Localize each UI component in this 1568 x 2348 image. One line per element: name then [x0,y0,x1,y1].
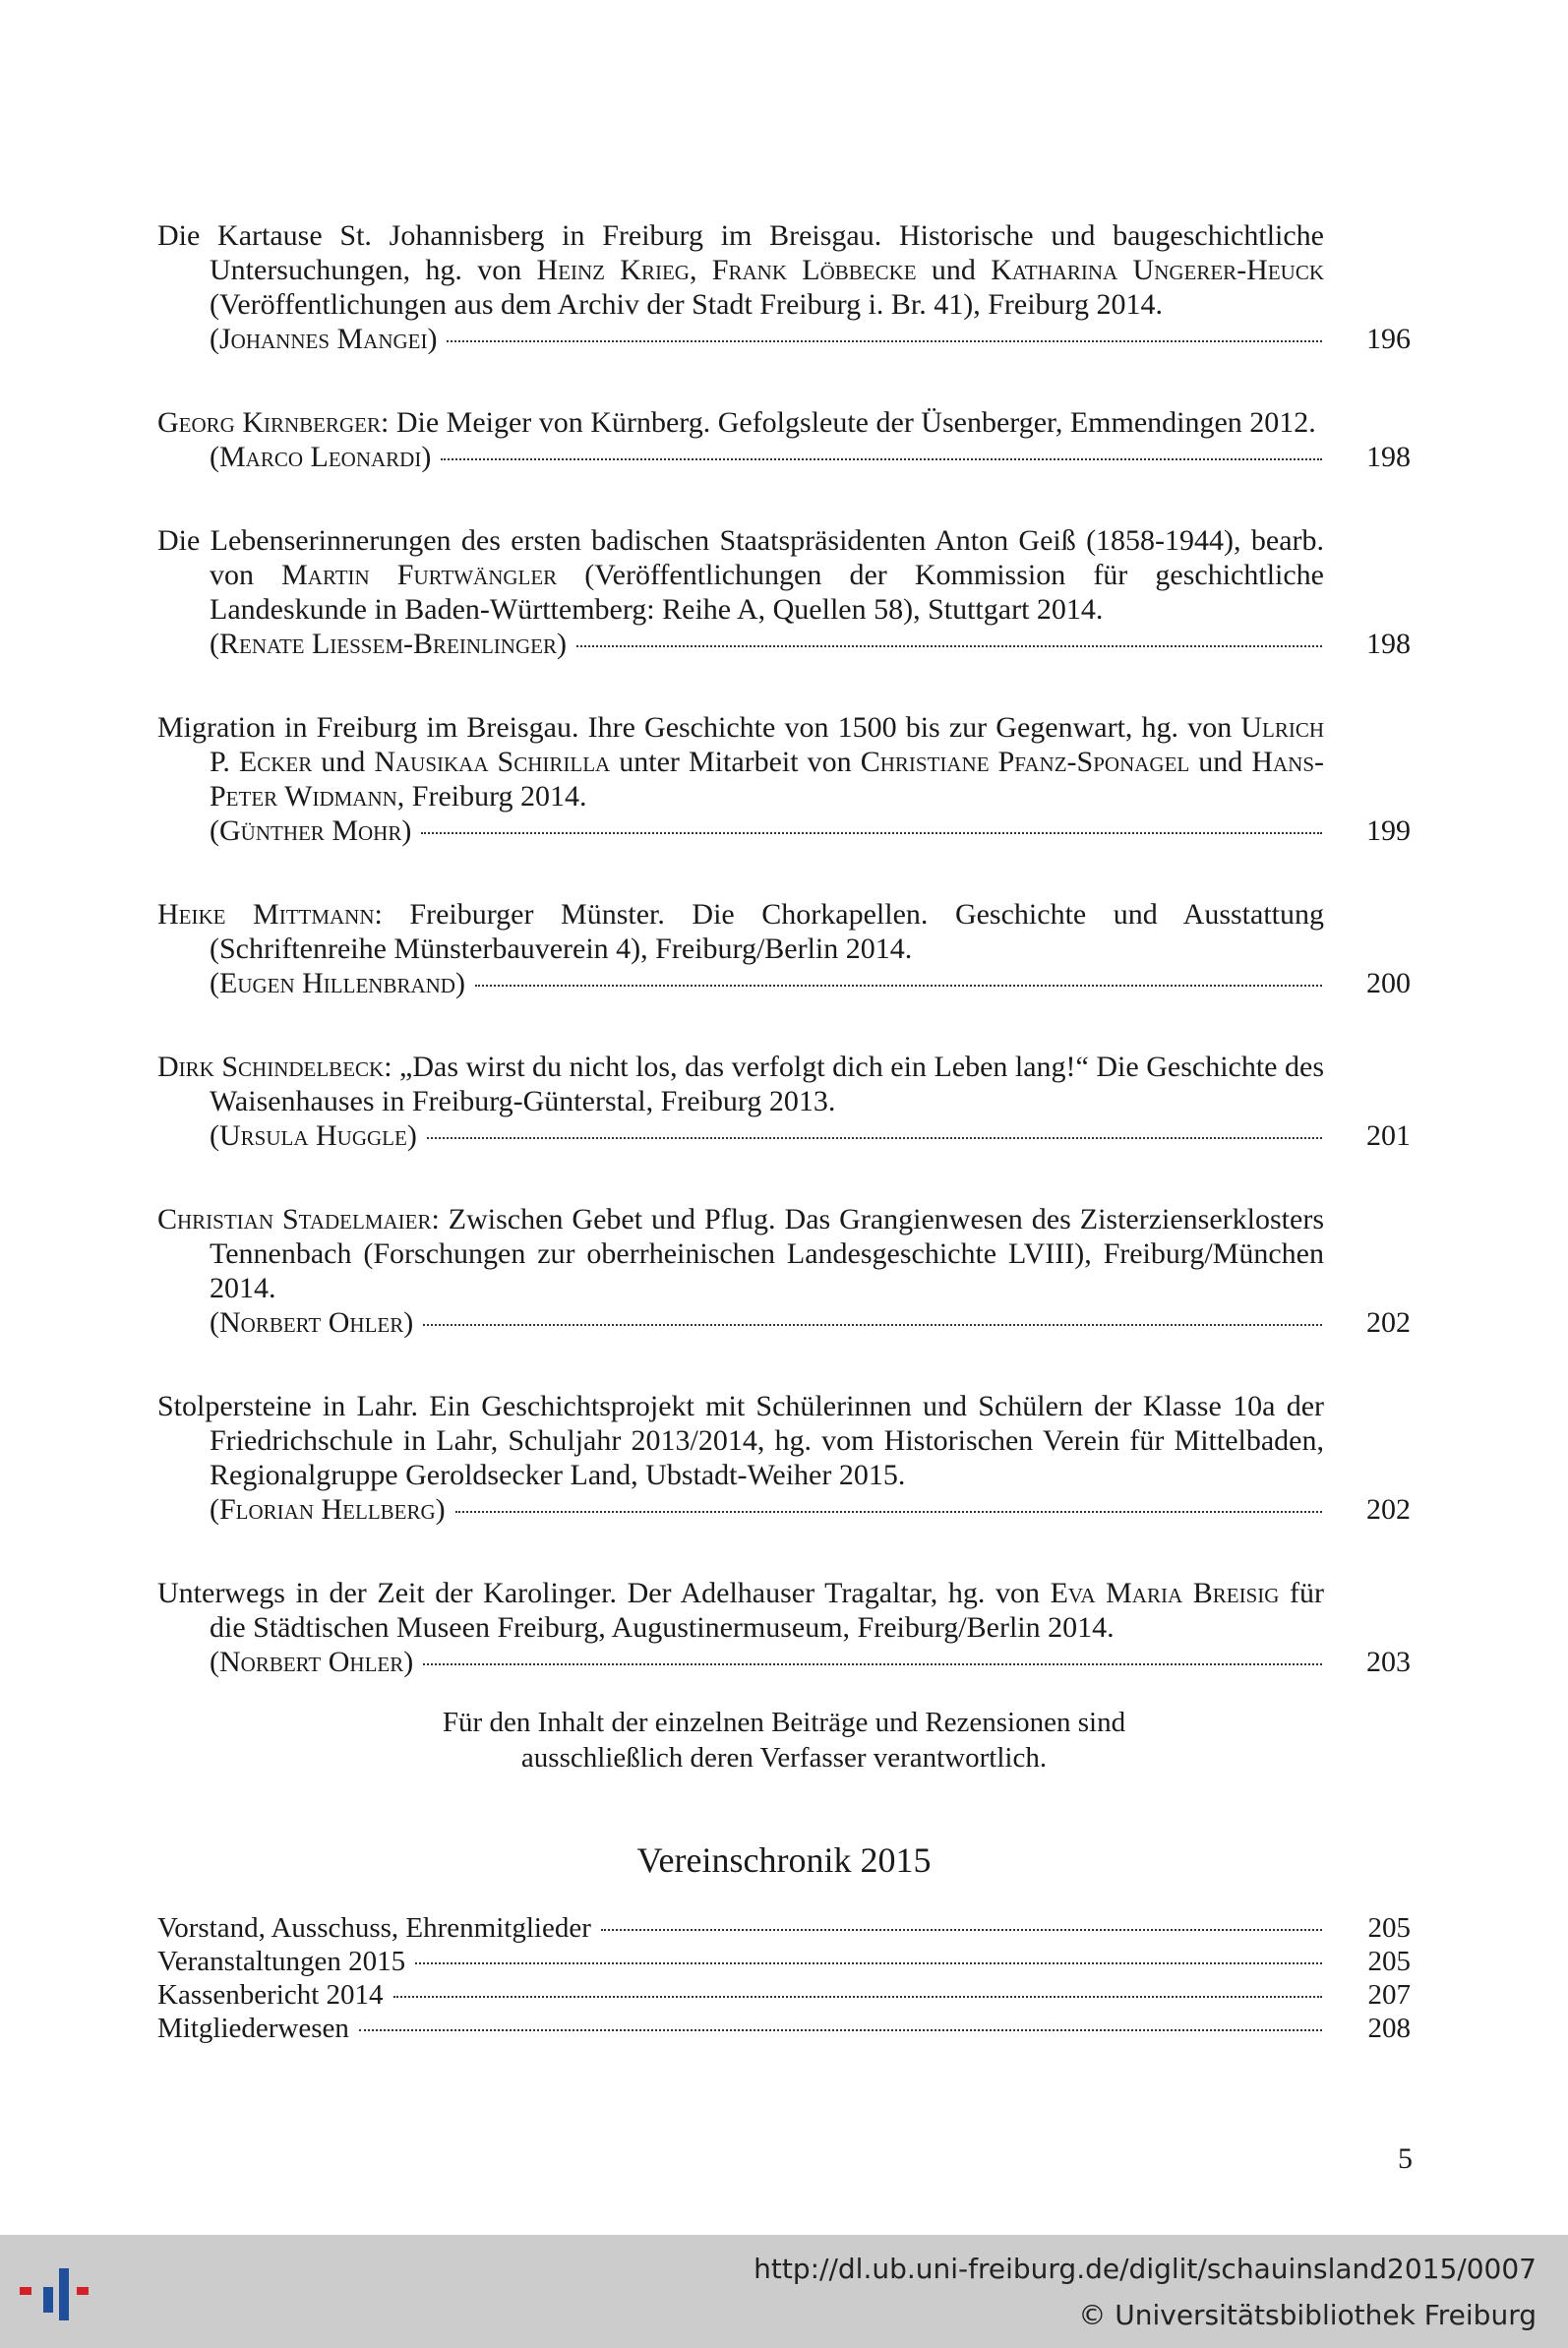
author-name: Christian Stadelmaier [157,1203,432,1235]
dot-leader [475,985,1322,987]
reviewer-line [157,322,1411,356]
page-reference: 205 [1367,1912,1411,1944]
reviewer-name: (Günther Mohr) [210,814,412,847]
reviewer-name: (Florian Hellberg) [210,1493,446,1526]
review-citation [157,1576,1411,1645]
author-name: Dirk Schindelbeck [157,1051,385,1083]
chronik-item-label: Kassenbericht 2014 [157,1979,384,2011]
chronik-item [157,2012,1411,2045]
citation-text: Stolpersteine in Lahr. Ein Geschichtsprojekt mit Schülerinnen und Schülern der Klasse 10a der Friedrichschule in Lahr, Schuljahr 2013/2014, hg. vom Historischen Verein für Mittelbaden, Regionalgruppe Geroldsecker Land, Ubstadt-Weiher 2015. [157,1390,1324,1491]
chronik-item [157,1978,1411,2012]
page-number: 5 [1398,2142,1413,2175]
dot-leader [576,645,1322,647]
citation-text: : Die Meiger von Kürnberg. Gefolgsleute der Üsenberger, Emmendingen 2012. [381,406,1316,439]
reviewer-name: (Ursula Huggle) [210,1119,417,1152]
author-name: Martin Furtwängler [281,559,558,591]
reviewer-line [157,1645,1411,1679]
citation-text: und [1189,746,1252,778]
review-entry [157,218,1411,356]
review-citation [157,897,1411,966]
author-name: Hans-Peter Widmann [210,746,1324,813]
review-entry [157,405,1411,474]
page-reference: 196 [1366,323,1411,355]
review-entry [157,1202,1411,1340]
dot-leader [423,1663,1322,1665]
chronik-list [157,1911,1411,2045]
author-name: Christiane Pfanz-Sponagel [860,746,1190,778]
author-name: Eva Maria Breisig [1050,1577,1280,1609]
reviewer-line [157,966,1411,1000]
ub-freiburg-logo-icon[interactable] [20,2255,98,2328]
page-reference: 198 [1366,628,1411,660]
dot-leader [447,340,1322,342]
citation-text: : Zwischen Gebet und Pflug. Das Grangienwesen des Zisterzienserklosters Tennenbach (Forschungen zur oberrheinischen Landesgeschichte LVIII), Freiburg/München 2014. [210,1203,1324,1304]
review-citation [157,710,1411,813]
page-reference: 199 [1366,814,1411,847]
dot-leader [393,1996,1322,1998]
dot-leader [359,2029,1322,2031]
disclaimer-line-1: Für den Inhalt der einzelnen Beiträge und Rezensionen sind [442,1707,1126,1738]
review-entry [157,523,1411,661]
dot-leader [601,1929,1322,1931]
chronik-item [157,1911,1411,1945]
page-reference: 198 [1366,441,1411,473]
citation-text: für die Städtischen Museen Freiburg, Augustinermuseum, Freiburg/Berlin 2014. [210,1577,1324,1644]
reviewer-line [157,1492,1411,1527]
citation-text: Migration in Freiburg im Breisgau. Ihre Geschichte von 1500 bis zur Gegenwart, hg. von [157,711,1241,744]
review-entry [157,1050,1411,1153]
page-reference: 203 [1366,1646,1411,1678]
chronik-item-label: Veranstaltungen 2015 [157,1946,406,1977]
disclaimer-line-2: ausschließlich deren Verfasser verantwortlich. [520,1742,1048,1774]
reviewer-name: (Renate Liessem-Breinlinger) [210,628,567,660]
reviewer-line [157,813,1411,848]
reviewer-name: (Eugen Hillenbrand) [210,967,465,999]
page-reference: 208 [1367,2013,1411,2044]
dot-leader [423,1324,1322,1326]
reviewer-line [157,1118,1411,1153]
author-name: Katharina Ungerer-Heuck [991,254,1325,286]
reviewer-name: (Marco Leonardi) [210,441,432,473]
page-reference: 200 [1366,967,1411,999]
reviewer-line [157,440,1411,474]
citation-text: : „Das wirst du nicht los, das verfolgt dich ein Leben lang!“ Die Geschichte des Waisenhauses in Freiburg-Günterstal, Freiburg 2013. [210,1051,1324,1117]
author-name: Georg Kirnberger [157,406,382,439]
dot-leader [415,1962,1322,1964]
review-entry [157,897,1411,1000]
author-name: Heike Mittmann [157,898,375,931]
dot-leader [455,1511,1322,1513]
reviewer-name: (Norbert Ohler) [210,1646,414,1678]
reviewer-line [157,1305,1411,1340]
review-citation [157,405,1411,440]
citation-text: Die Kartause St. Johannisberg in Freiburg im Breisgau. Historische und baugeschichtliche Untersuchungen, hg. von [157,219,1324,286]
citation-text: Unterwegs in der Zeit der Karolinger. Der Adelhauser Tragaltar, hg. von [157,1577,1051,1609]
page-reference: 202 [1366,1306,1411,1339]
review-entry [157,710,1411,848]
chronik-item [157,1945,1411,1978]
dot-leader [421,832,1322,834]
review-citation [157,218,1411,322]
author-name: Frank Löbbecke [711,254,917,286]
author-name: Heinz Krieg [536,254,690,286]
review-citation [157,1202,1411,1305]
citation-text: (Veröffentlichungen der Kommission für geschichtliche Landeskunde in Baden-Württemberg: Reihe A, Quellen 58), Stuttgart 2014. [210,559,1324,626]
disclaimer-note [0,1705,1568,1776]
review-citation [157,1389,1411,1492]
dot-leader [427,1137,1322,1139]
citation-text: unter Mitarbeit von [610,746,861,778]
citation-text: und [916,254,992,286]
citation-text: Die Lebenserinnerungen des ersten badischen Staatspräsidenten Anton Geiß (1858-1944), bearb. von [157,524,1324,591]
reviewer-line [157,627,1411,661]
reviewer-name: (Johannes Mangei) [210,323,438,355]
chronik-title: Vereinschronik 2015 [636,1840,932,1880]
dot-leader [441,458,1322,460]
citation-text: und [312,746,375,778]
citation-text: , Freiburg 2014. [396,780,587,813]
page-reference: 202 [1366,1493,1411,1526]
review-list [157,218,1411,1728]
page-reference: 205 [1367,1946,1411,1977]
review-entry [157,1576,1411,1679]
chronik-item-label: Vorstand, Ausschuss, Ehrenmitglieder [157,1912,591,1944]
citation-text: , [689,254,712,286]
reviewer-name: (Norbert Ohler) [210,1306,414,1339]
page-reference: 201 [1366,1119,1411,1152]
footer-url-link[interactable]: http://dl.ub.uni-freiburg.de/diglit/schauinsland2015/0007 [754,2253,1537,2285]
review-entry [157,1389,1411,1527]
chronik-item-label: Mitgliederwesen [157,2013,349,2044]
author-name: Ulrich P. Ecker [210,711,1324,778]
footer-copyright: © Universitätsbibliothek Freiburg [1078,2299,1537,2331]
review-citation [157,1050,1411,1118]
author-name: Nausikaa Schirilla [374,746,611,778]
review-citation [157,523,1411,627]
citation-text: : Freiburger Münster. Die Chorkapellen. Geschichte und Ausstattung (Schriftenreihe Münsterbauverein 4), Freiburg/Berlin 2014. [210,898,1324,965]
footer-bar [0,2235,1568,2348]
citation-text: (Veröffentlichungen aus dem Archiv der Stadt Freiburg i. Br. 41), Freiburg 2014. [210,288,1164,321]
page-reference: 207 [1367,1979,1411,2011]
